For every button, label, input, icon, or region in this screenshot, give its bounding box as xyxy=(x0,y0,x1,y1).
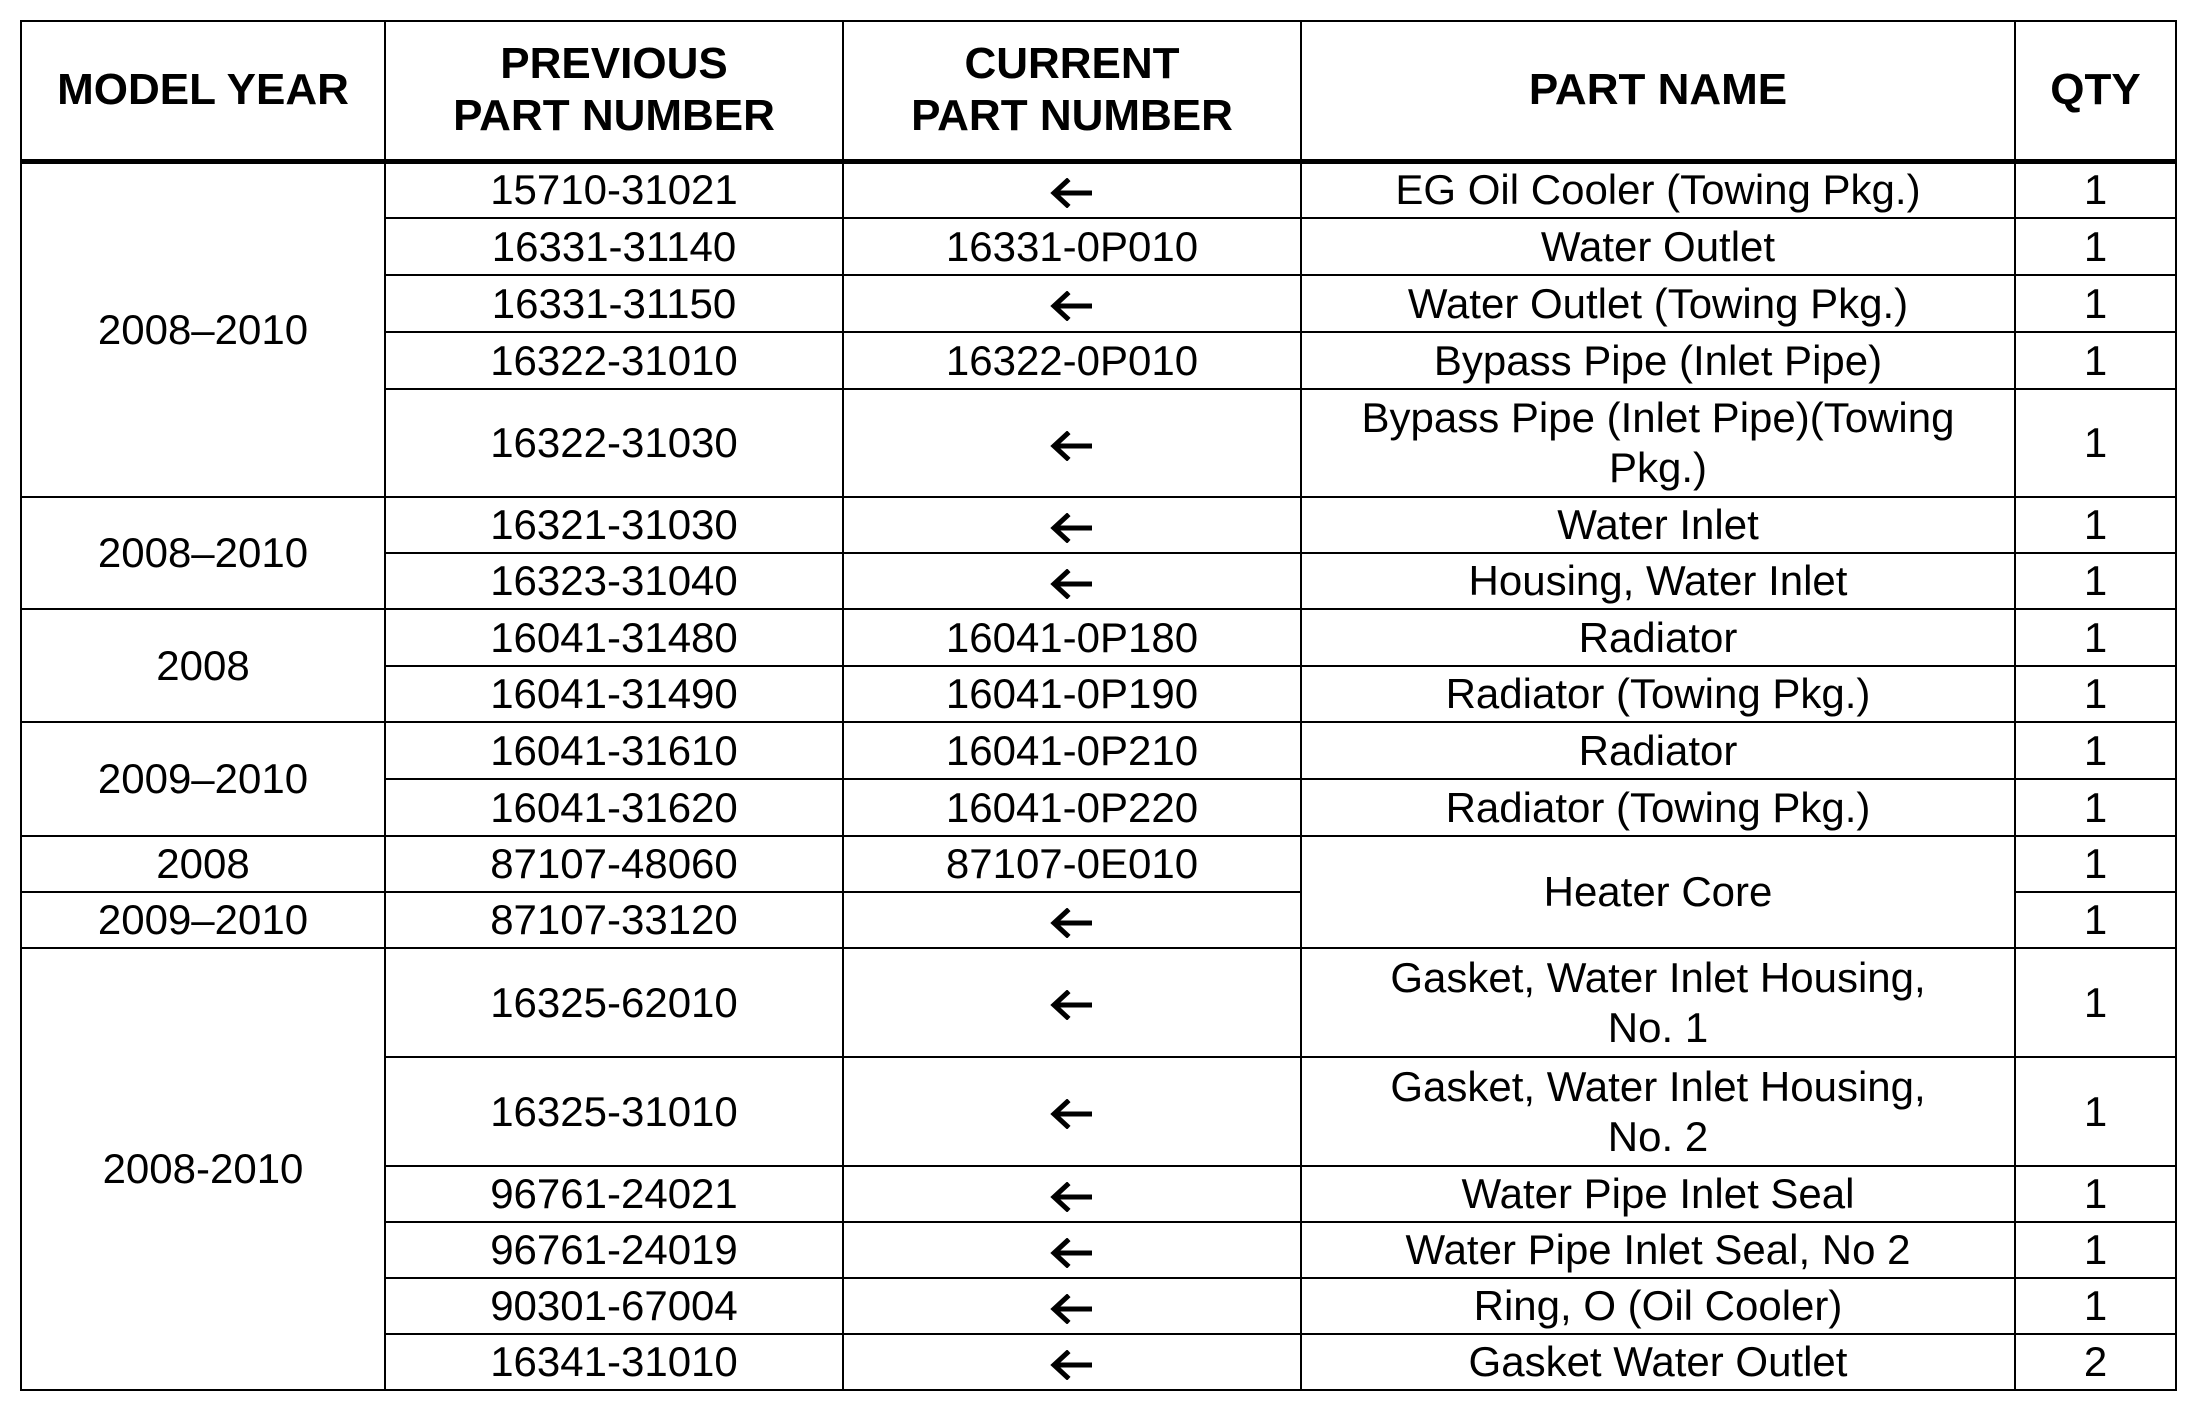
previous-part-number-cell: 15710-31021 xyxy=(385,161,843,218)
qty-cell: 1 xyxy=(2015,779,2176,836)
previous-part-number-cell: 16041-31610 xyxy=(385,722,843,779)
part-name-line: Bypass Pipe (Inlet Pipe)(Towing xyxy=(1361,394,1955,441)
parts-body xyxy=(21,161,2176,1390)
part-name-cell xyxy=(1301,275,2015,332)
qty-cell: 1 xyxy=(2015,1057,2176,1166)
previous-part-number-cell: 16041-31480 xyxy=(385,609,843,666)
qty-cell: 1 xyxy=(2015,1278,2176,1334)
header-current-line-1: CURRENT xyxy=(964,39,1180,89)
qty-cell: 1 xyxy=(2015,161,2176,218)
table-row xyxy=(21,609,2176,666)
part-name-line: Water Outlet (Towing Pkg.) xyxy=(1407,279,1909,327)
qty-cell: 1 xyxy=(2015,666,2176,722)
left-arrow-icon xyxy=(1049,1182,1095,1212)
previous-part-number-cell: 16321-31030 xyxy=(385,497,843,553)
model-year-cell: 2008 xyxy=(21,609,385,722)
current-part-number-cell xyxy=(843,389,1301,497)
current-part-number-cell xyxy=(843,892,1301,948)
part-name-cell xyxy=(1301,553,2015,609)
part-name-line: No. 1 xyxy=(1607,1003,1709,1051)
part-name-line: Gasket Water Outlet xyxy=(1468,1338,1848,1385)
previous-part-number-cell: 87107-48060 xyxy=(385,836,843,892)
part-name-cell xyxy=(1301,666,2015,722)
part-name-cell xyxy=(1301,1166,2015,1222)
header-current-line-2: PART NUMBER xyxy=(911,91,1233,141)
previous-part-number-cell: 16325-62010 xyxy=(385,948,843,1057)
part-name-cell xyxy=(1301,1057,2015,1166)
qty-cell: 2 xyxy=(2015,1334,2176,1390)
model-year-cell: 2008 xyxy=(21,836,385,892)
previous-part-number-cell: 16325-31010 xyxy=(385,1057,843,1166)
part-name-cell xyxy=(1301,779,2015,836)
part-name-line: Gasket, Water Inlet Housing, xyxy=(1390,1062,1926,1110)
current-part-number-cell xyxy=(843,1166,1301,1222)
part-name-cell xyxy=(1301,609,2015,666)
qty-cell: 1 xyxy=(2015,218,2176,275)
part-name-cell xyxy=(1301,836,2015,948)
current-part-number-cell: 16331-0P010 xyxy=(843,218,1301,275)
part-name-line: Ring, O (Oil Cooler) xyxy=(1473,1282,1843,1329)
part-name-line: Water Pipe Inlet Seal, No 2 xyxy=(1405,1226,1911,1273)
current-part-number-cell xyxy=(843,1334,1301,1390)
part-name-cell xyxy=(1301,161,2015,218)
qty-cell: 1 xyxy=(2015,609,2176,666)
part-name-line: Radiator xyxy=(1578,726,1738,774)
current-part-number-cell xyxy=(843,1278,1301,1334)
current-part-number-cell xyxy=(843,948,1301,1057)
current-part-number-cell: 16322-0P010 xyxy=(843,332,1301,389)
part-name-line: No. 2 xyxy=(1607,1112,1709,1160)
part-name-line: Housing, Water Inlet xyxy=(1468,557,1848,604)
model-year-cell: 2008-2010 xyxy=(21,948,385,1390)
current-part-number-cell: 16041-0P220 xyxy=(843,779,1301,836)
part-name-line: Radiator xyxy=(1578,613,1738,661)
previous-part-number-cell: 16322-31010 xyxy=(385,332,843,389)
part-name-line: Water Outlet xyxy=(1540,222,1776,270)
part-name-line: Water Pipe Inlet Seal xyxy=(1461,1170,1855,1217)
left-arrow-icon xyxy=(1049,178,1095,208)
part-name-cell xyxy=(1301,1222,2015,1278)
part-name-line: Radiator (Towing Pkg.) xyxy=(1445,670,1871,717)
header-previous-line-1: PREVIOUS xyxy=(500,39,728,89)
left-arrow-icon xyxy=(1049,513,1095,543)
part-name-cell xyxy=(1301,218,2015,275)
current-part-number-cell: 16041-0P210 xyxy=(843,722,1301,779)
part-name-cell xyxy=(1301,389,2015,497)
previous-part-number-cell: 96761-24021 xyxy=(385,1166,843,1222)
left-arrow-icon xyxy=(1049,1350,1095,1380)
part-name-cell xyxy=(1301,948,2015,1057)
current-part-number-cell: 87107-0E010 xyxy=(843,836,1301,892)
previous-part-number-cell: 16331-31140 xyxy=(385,218,843,275)
previous-part-number-cell: 16322-31030 xyxy=(385,389,843,497)
header-part-name: PART NAME xyxy=(1301,21,2015,161)
header-model-year: MODEL YEAR xyxy=(21,21,385,161)
current-part-number-cell xyxy=(843,497,1301,553)
left-arrow-icon xyxy=(1049,990,1095,1020)
current-part-number-cell: 16041-0P190 xyxy=(843,666,1301,722)
current-part-number-cell xyxy=(843,1057,1301,1166)
previous-part-number-cell: 16331-31150 xyxy=(385,275,843,332)
header-qty: QTY xyxy=(2015,21,2176,161)
left-arrow-icon xyxy=(1049,1099,1095,1129)
current-part-number-cell xyxy=(843,1222,1301,1278)
part-name-cell xyxy=(1301,497,2015,553)
current-part-number-cell xyxy=(843,553,1301,609)
table-row xyxy=(21,948,2176,1057)
qty-cell: 1 xyxy=(2015,553,2176,609)
part-name-cell xyxy=(1301,1278,2015,1334)
qty-cell: 1 xyxy=(2015,275,2176,332)
table-row xyxy=(21,836,2176,892)
table-row xyxy=(21,161,2176,218)
qty-cell: 1 xyxy=(2015,722,2176,779)
part-name-cell xyxy=(1301,332,2015,389)
header-row xyxy=(21,21,2176,161)
qty-cell: 1 xyxy=(2015,332,2176,389)
header-previous-part-number xyxy=(385,21,843,161)
left-arrow-icon xyxy=(1049,291,1095,321)
previous-part-number-cell: 16341-31010 xyxy=(385,1334,843,1390)
previous-part-number-cell: 16041-31620 xyxy=(385,779,843,836)
left-arrow-icon xyxy=(1049,1238,1095,1268)
previous-part-number-cell: 16323-31040 xyxy=(385,553,843,609)
current-part-number-cell xyxy=(843,161,1301,218)
qty-cell: 1 xyxy=(2015,1166,2176,1222)
header-previous-line-2: PART NUMBER xyxy=(453,91,775,141)
left-arrow-icon xyxy=(1049,569,1095,599)
left-arrow-icon xyxy=(1049,908,1095,938)
current-part-number-cell: 16041-0P180 xyxy=(843,609,1301,666)
previous-part-number-cell: 16041-31490 xyxy=(385,666,843,722)
model-year-cell: 2008–2010 xyxy=(21,161,385,497)
part-name-cell xyxy=(1301,1334,2015,1390)
qty-cell: 1 xyxy=(2015,389,2176,497)
table-row xyxy=(21,722,2176,779)
table-row xyxy=(21,497,2176,553)
part-name-line: EG Oil Cooler (Towing Pkg.) xyxy=(1395,166,1921,214)
qty-cell: 1 xyxy=(2015,836,2176,892)
previous-part-number-cell: 87107-33120 xyxy=(385,892,843,948)
part-name-line: Bypass Pipe (Inlet Pipe) xyxy=(1433,336,1883,384)
previous-part-number-cell: 90301-67004 xyxy=(385,1278,843,1334)
previous-part-number-cell: 96761-24019 xyxy=(385,1222,843,1278)
header-current-part-number xyxy=(843,21,1301,161)
left-arrow-icon xyxy=(1049,1294,1095,1324)
qty-cell: 1 xyxy=(2015,948,2176,1057)
part-name-line: Gasket, Water Inlet Housing, xyxy=(1390,953,1926,1001)
current-part-number-cell xyxy=(843,275,1301,332)
part-name-line: Water Inlet xyxy=(1557,501,1759,548)
part-name-line: Heater Core xyxy=(1543,868,1773,915)
qty-cell: 1 xyxy=(2015,892,2176,948)
left-arrow-icon xyxy=(1049,431,1095,461)
part-name-cell xyxy=(1301,722,2015,779)
qty-cell: 1 xyxy=(2015,497,2176,553)
model-year-cell: 2008–2010 xyxy=(21,497,385,609)
parts-table xyxy=(20,20,2177,1391)
qty-cell: 1 xyxy=(2015,1222,2176,1278)
part-name-line: Radiator (Towing Pkg.) xyxy=(1445,783,1871,831)
model-year-cell: 2009–2010 xyxy=(21,722,385,836)
model-year-cell: 2009–2010 xyxy=(21,892,385,948)
part-name-line: Pkg.) xyxy=(1608,444,1708,491)
